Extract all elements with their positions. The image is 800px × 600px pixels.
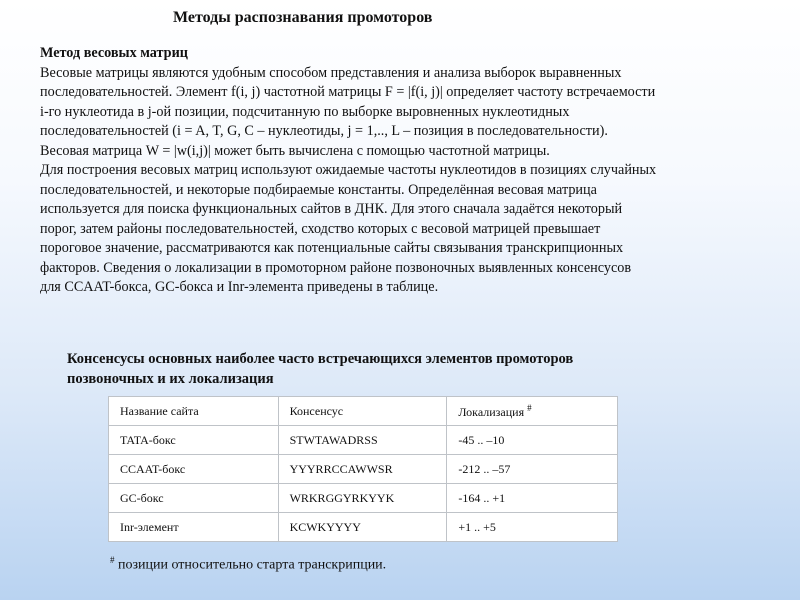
paragraph-line: Весовые матрицы являются удобным способом представления и анализа выборок выравненных	[40, 64, 622, 81]
paragraph-line: порог, затем районы последовательностей, сходство которых с весовой матрицей превышает	[40, 220, 601, 237]
cell-consensus: KCWKYYYY	[278, 513, 447, 542]
paragraph-line: i-го нуклеотида в j-ой позиции, подсчитанную по выборке выровненных нуклеотидных	[40, 103, 570, 120]
paragraph-line: последовательностей (i = A, T, G, C – нуклеотиды, j = 1,.., L – позиция в последовательности).	[40, 123, 608, 139]
consensus-table	[108, 396, 618, 542]
cell-consensus: STWTAWADRSS	[278, 426, 447, 455]
table-row	[109, 513, 618, 542]
footnote-mark: #	[110, 555, 115, 565]
cell-localization: -212 .. –57	[447, 455, 618, 484]
table-row	[109, 426, 618, 455]
cell-localization: -164 .. +1	[447, 484, 618, 513]
header-footnote-mark: #	[527, 402, 532, 413]
header-localization	[447, 397, 618, 426]
footnote-text: позиции относительно старта транскрипции.	[114, 557, 387, 573]
paragraph-line: для CCAAT-бокса, GC-бокса и Inr-элемента приведены в таблице.	[40, 279, 439, 295]
slide-title: Методы распознавания промоторов	[173, 9, 433, 26]
table-header-row	[109, 397, 618, 426]
header-consensus: Консенсус	[278, 397, 447, 426]
table-caption-line: Консенсусы основных наиболее часто встречающихся элементов промоторов	[67, 351, 574, 367]
cell-site-name: CCAAT-бокс	[109, 455, 279, 484]
paragraph-line: последовательностей, и некоторые подбираемые константы. Определённая весовая матрица	[40, 181, 597, 198]
table-caption-line: позвоночных и их локализация	[67, 370, 274, 387]
header-site-name: Название сайта	[109, 397, 279, 426]
cell-site-name: GC-бокс	[109, 484, 279, 513]
paragraph-line: пороговое значение, рассматриваются как потенциальные сайты связывания транскрипционных	[40, 240, 624, 256]
header-localization-label: Локализация	[458, 404, 525, 419]
cell-site-name: Inr-элемент	[109, 513, 279, 542]
paragraph-line: Весовая матрица W = |w(i,j)| может быть вычислена с помощью частотной матрицы.	[40, 142, 550, 159]
cell-consensus: WRKRGGYRKYYK	[278, 484, 447, 513]
footnote	[110, 555, 386, 574]
paragraph-line: последовательностей. Элемент f(i, j) частотной матрицы F = |f(i, j)| определяет частоту встречаемости	[40, 84, 656, 100]
paragraph-line: Для построения весовых матриц используют ожидаемые частоты нуклеотидов в позициях случайных	[40, 162, 657, 178]
paragraph-line: факторов. Сведения о локализации в промоторном районе позвоночных выявленных консенсусов	[40, 259, 632, 276]
paragraph-line: используется для поиска функциональных сайтов в ДНК. Для этого сначала задаётся некоторый	[40, 201, 623, 217]
table-row	[109, 484, 618, 513]
cell-consensus: YYYRRCCAWWSR	[278, 455, 447, 484]
cell-localization: +1 .. +5	[447, 513, 618, 542]
table-row	[109, 455, 618, 484]
cell-site-name: TATA-бокс	[109, 426, 279, 455]
method-description	[40, 44, 792, 298]
table-caption	[67, 350, 573, 389]
cell-localization: -45 .. –10	[447, 426, 618, 455]
method-heading: Метод весовых матриц	[40, 45, 188, 61]
